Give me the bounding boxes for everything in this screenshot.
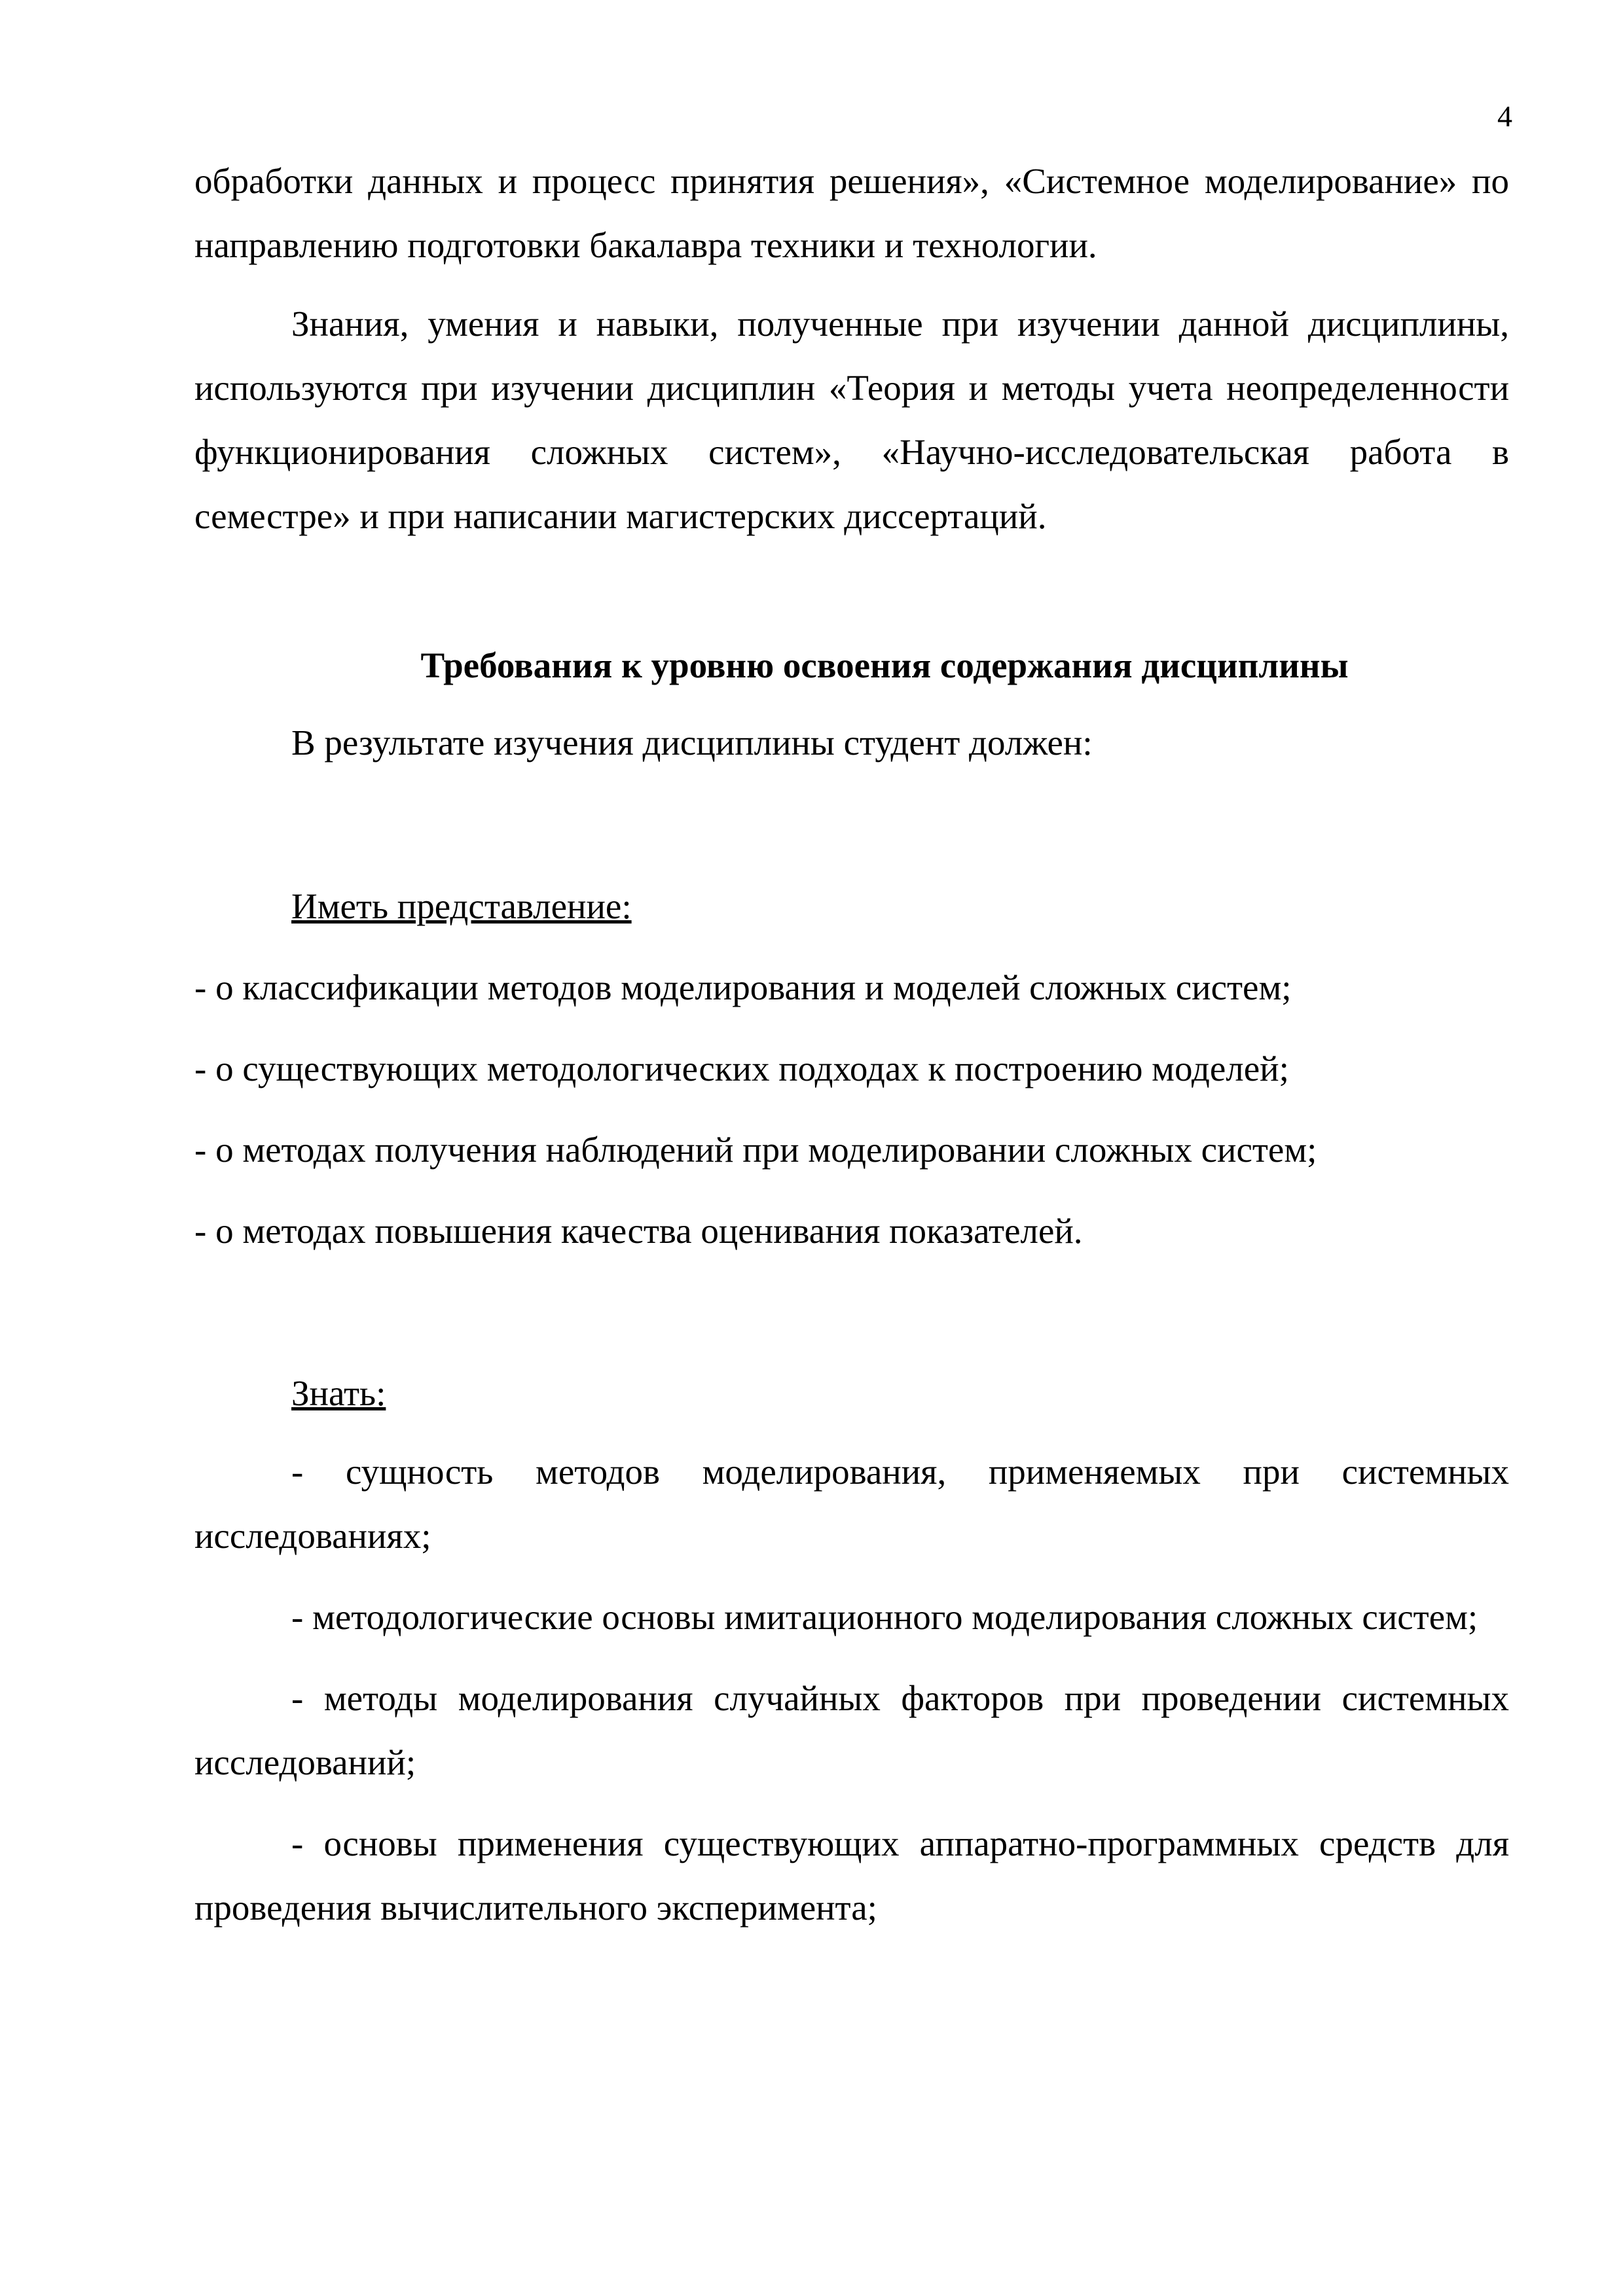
have-idea-item: - о существующих методологических подходах к построению моделей;: [194, 1049, 1289, 1088]
have-idea-item: - о классификации методов моделирования и моделей сложных систем;: [194, 967, 1292, 1007]
have-idea-title: Иметь представление:: [291, 886, 632, 926]
know-item: - сущность методов моделирования, применяемых при системных исследованиях;: [194, 1452, 1509, 1556]
have-idea-item: - о методах повышения качества оценивания показателей.: [194, 1211, 1083, 1251]
know-item: - основы применения существующих аппаратно-программных средств для проведения вычислительного эксперимента;: [194, 1823, 1509, 1928]
have-idea-item: - о методах получения наблюдений при моделировании сложных систем;: [194, 1130, 1317, 1170]
know-title: Знать:: [291, 1373, 386, 1413]
intro-continuation-paragraph: обработки данных и процесс принятия решения», «Системное моделирование» по направлению подготовки бакалавра техники и технологии.: [194, 161, 1509, 265]
document-body: [194, 149, 1509, 1940]
know-item: - методы моделирования случайных факторов при проведении системных исследований;: [194, 1678, 1509, 1782]
requirements-heading: Требования к уровню освоения содержания дисциплины: [420, 645, 1349, 685]
page-number: 4: [1497, 99, 1512, 133]
intro-usage-paragraph: Знания, умения и навыки, полученные при изучении данной дисциплины, используются при изучении дисциплин «Теория и методы учета неопределенности функционирования сложных систем», «Научно-исследовательская работа в семестре» и при написании магистерских диссертаций.: [194, 304, 1509, 536]
requirements-lead: В результате изучения дисциплины студент должен:: [291, 723, 1093, 762]
know-item: - методологические основы имитационного моделирования сложных систем;: [291, 1597, 1478, 1637]
